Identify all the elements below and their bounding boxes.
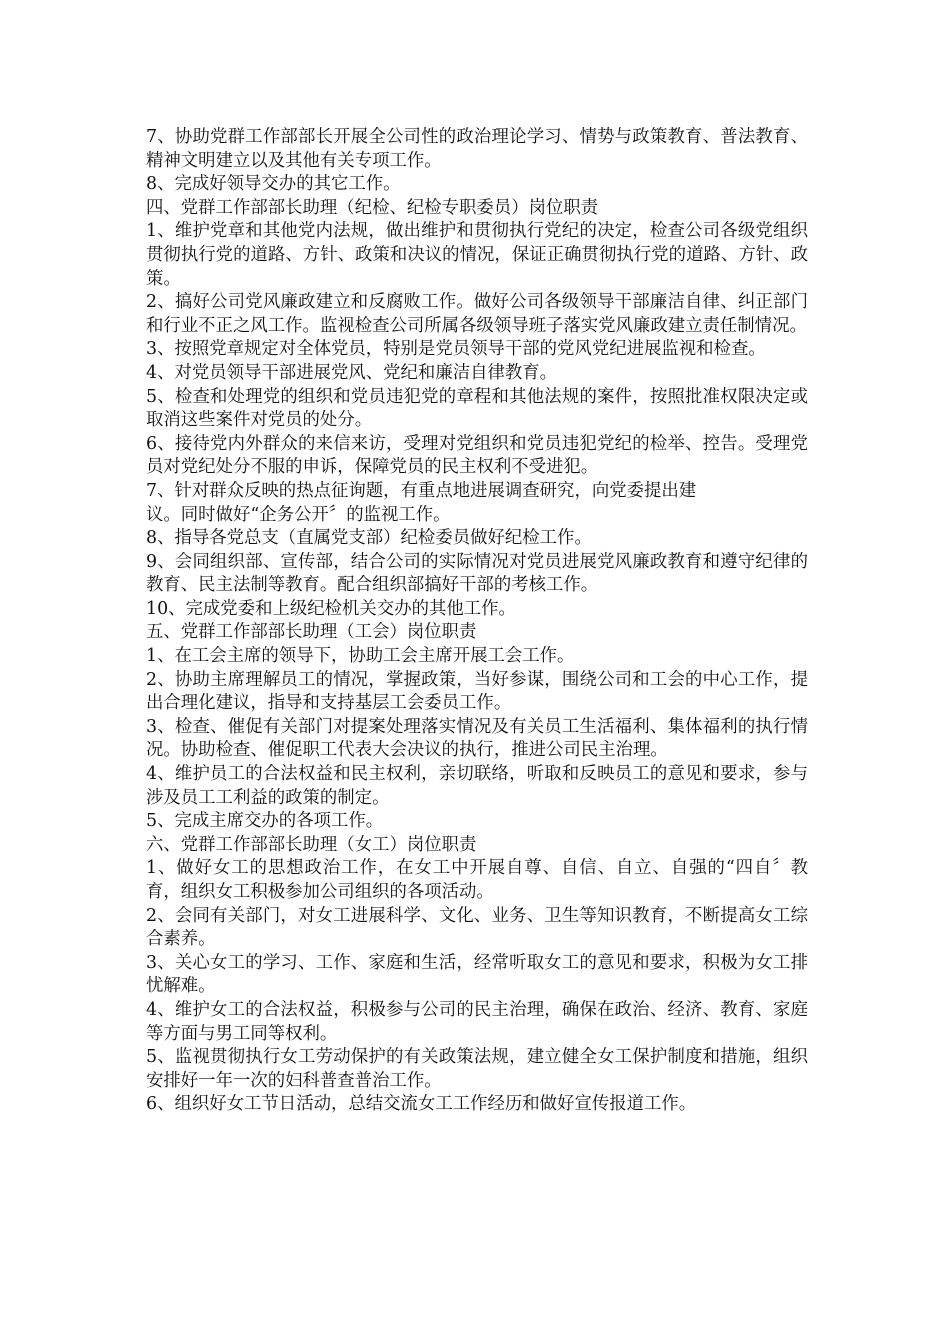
paragraph-discipline-1: 1、维护党章和其他党内法规，做出维护和贯彻执行党纪的决定，检查公司各级党组织贯彻执行党的道路、方针、政策和决议的情况，保证正确贯彻执行党的道路、方针、政策。: [146, 221, 808, 289]
paragraph-discipline-4: 4、对党员领导干部进展党风、党纪和廉洁自律教育。: [146, 362, 558, 383]
paragraph-union-1: 1、在工会主席的领导下，协助工会主席开展工会工作。: [146, 646, 575, 667]
paragraph-discipline-5: 5、检查和处理党的组织和党员违犯党的章程和其他法规的案件，按照批准权限决定或取消这些案件对党员的处分。: [146, 386, 808, 431]
paragraph-women-1: 1、做好女工的思想政治工作，在女工中开展自尊、自信、自立、自强的“四自〞教育，组织女工积极参加公司组织的各项活动。: [146, 858, 808, 902]
paragraph-discipline-6: 6、接待党内外群众的来信来访，受理对党组织和党员违犯党纪的检举、控告。受理党员对党纪处分不服的申诉，保障党员的民主权利不受进犯。: [146, 433, 808, 478]
paragraph-women-2: 2、会同有关部门，对女工进展科学、文化、业务、卫生等知识教育，不断提高女工综合素养。: [146, 905, 808, 950]
paragraph-discipline-9: 9、会同组织部、宣传部，结合公司的实际情况对党员进展党风廉政教育和遵守纪律的教育、民主法制等教育。配合组织部搞好干部的考核工作。: [146, 551, 808, 596]
paragraph-duty-8-other: 8、完成好领导交办的其它工作。: [146, 174, 401, 195]
paragraph-union-4: 4、维护员工的合法权益和民主权利，亲切联络，听取和反映员工的意见和要求，参与涉及员工工利益的政策的制定。: [146, 764, 808, 808]
paragraph-women-5: 5、监视贯彻执行女工劳动保护的有关政策法规，建立健全女工保护制度和措施，组织安排好一年一次的妇科普查普治工作。: [146, 1047, 808, 1091]
paragraph-discipline-3: 3、按照党章规定对全体党员，特别是党员领导干部的党风党纪进展监视和检查。: [146, 339, 766, 360]
paragraph-discipline-2: 2、搞好公司党风廉政建立和反腐败工作。做好公司各级领导干部廉洁自律、纠正部门和行业不正之风工作。监视检查公司所属各级领导班子落实党风廉政建立责任制情况。: [146, 292, 808, 336]
paragraph-union-3: 3、检查、催促有关部门对提案处理落实情况及有关员工生活福利、集体福利的执行情况。协助检查、催促职工代表大会决议的执行，推进公司民主治理。: [146, 716, 808, 761]
paragraph-union-5: 5、完成主席交办的各项工作。: [146, 811, 384, 832]
paragraph-women-6: 6、组织好女工节日活动，总结交流女工工作经历和做好宣传报道工作。: [146, 1094, 697, 1115]
section-heading-union: 五、党群工作部部长助理（工会）岗位职责: [146, 622, 477, 643]
paragraph-discipline-8: 8、指导各党总支（直属党支部）纪检委员做好纪检工作。: [146, 528, 592, 549]
paragraph-discipline-7: 7、针对群众反映的热点征询题，有重点地进展调查研究，向党委提出建 议。同时做好“企务公开〞的监视工作。: [146, 480, 697, 525]
paragraph-women-4: 4、维护女工的合法权益，积极参与公司的民主治理，确保在政治、经济、教育、家庭等方面与男工同等权利。: [146, 999, 808, 1044]
paragraph-duty-7-propaganda: 7、协助党群工作部部长开展全公司性的政治理论学习、情势与政策教育、普法教育、精神文明建立以及其他有关专项工作。: [146, 127, 808, 171]
paragraph-women-3: 3、关心女工的学习、工作、家庭和生活，经常听取女工的意见和要求，积极为女工排忧解难。: [146, 952, 808, 997]
paragraph-discipline-10: 10、完成党委和上级纪检机关交办的其他工作。: [146, 598, 516, 619]
section-heading-discipline: 四、党群工作部部长助理（纪检、纪检专职委员）岗位职责: [146, 197, 599, 218]
section-heading-women: 六、党群工作部部长助理（女工）岗位职责: [146, 834, 477, 855]
document-body: [146, 126, 808, 1117]
paragraph-union-2: 2、协助主席理解员工的情况，掌握政策，当好参谋，围绕公司和工会的中心工作，提出合理化建议，指导和支持基层工会委员工作。: [146, 669, 808, 714]
